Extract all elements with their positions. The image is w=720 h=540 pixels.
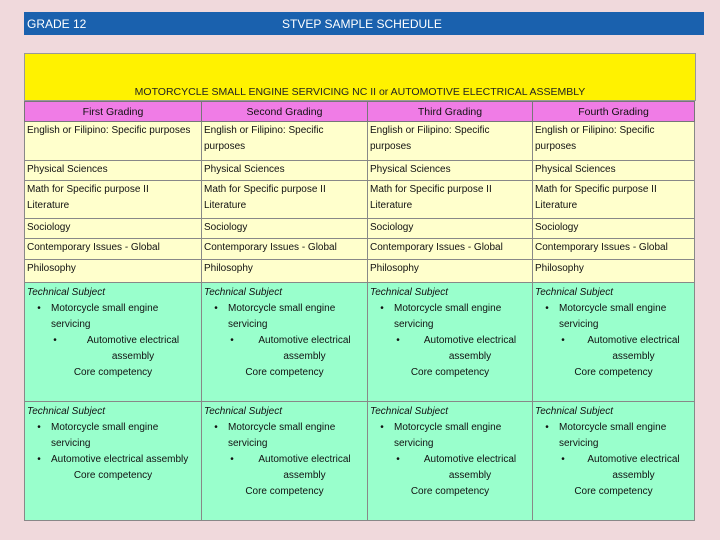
table-cell: Philosophy (533, 260, 695, 283)
table-cell (533, 181, 695, 219)
core-competency: Core competency (245, 486, 324, 497)
bullet-icon: • (37, 422, 41, 433)
table-cell: English or Filipino: Specific purposes (202, 122, 368, 161)
table-cell: Sociology (368, 219, 533, 239)
table-cell (202, 181, 368, 219)
list-item: • Motorcycle small engine servicing (370, 301, 530, 333)
list-item: • Motorcycle small engine servicing (204, 420, 365, 452)
technical-cell (25, 283, 202, 402)
bullet-icon: • (37, 303, 41, 314)
table-cell: Sociology (202, 219, 368, 239)
table-row (25, 239, 695, 260)
technical-heading: Technical Subject (370, 287, 449, 298)
table-row (25, 181, 695, 219)
list-item: • Motorcycle small engine servicing (535, 420, 692, 452)
technical-heading: Technical Subject (27, 406, 106, 417)
list-item: • Automotive electrical assembly (204, 452, 365, 484)
core-competency: Core competency (574, 486, 653, 497)
cell-line: Literature (27, 200, 70, 211)
list-item: • Motorcycle small engine servicing (535, 301, 692, 333)
technical-cell (368, 283, 533, 402)
bullet-icon: • (545, 303, 549, 314)
cell-line: Math for Specific purpose II (27, 184, 149, 195)
list-item: • Automotive electrical assembly (27, 452, 199, 468)
table-cell: Philosophy (25, 260, 202, 283)
technical-cell (533, 402, 695, 521)
bullet-icon: • (561, 454, 565, 465)
core-competency: Core competency (245, 367, 324, 378)
table-cell: Philosophy (202, 260, 368, 283)
table-cell: Philosophy (368, 260, 533, 283)
technical-cell (202, 402, 368, 521)
bullet-icon: • (37, 454, 41, 465)
core-competency: Core competency (73, 470, 153, 481)
list-item: • Motorcycle small engine servicing (27, 301, 199, 333)
bullet-icon: • (230, 454, 234, 465)
table-row (25, 161, 695, 181)
list-item: • Motorcycle small engine servicing (27, 420, 199, 452)
column-header: First Grading (25, 102, 202, 122)
bullet-icon: • (561, 335, 565, 346)
column-header: Fourth Grading (533, 102, 695, 122)
table-cell: Physical Sciences (25, 161, 202, 181)
table-cell (368, 181, 533, 219)
list-item: • Motorcycle small engine servicing (370, 420, 530, 452)
table-row (25, 402, 695, 521)
cell-line: Literature (204, 200, 247, 211)
bullet-icon: • (396, 335, 400, 346)
table-cell: Contemporary Issues - Global (533, 239, 695, 260)
technical-cell (202, 283, 368, 402)
table-cell: English or Filipino: Specific purposes (25, 122, 202, 161)
table-cell: English or Filipino: Specific purposes (368, 122, 533, 161)
table-row (25, 122, 695, 161)
table-row (25, 283, 695, 402)
technical-heading: Technical Subject (204, 287, 283, 298)
table-cell: English or Filipino: Specific purposes (533, 122, 695, 161)
technical-heading: Technical Subject (370, 406, 449, 417)
table-row (25, 260, 695, 283)
schedule-table (24, 101, 695, 521)
list-item: • Motorcycle small engine servicing (204, 301, 365, 333)
list-item: • Automotive electrical assembly (535, 452, 692, 484)
course-title: MOTORCYCLE SMALL ENGINE SERVICING NC II or AUTOMOTIVE ELECTRICAL ASSEMBLY (134, 86, 586, 98)
table-cell: Physical Sciences (533, 161, 695, 181)
column-header: Second Grading (202, 102, 368, 122)
technical-heading: Technical Subject (27, 287, 106, 298)
bullet-icon: • (380, 303, 384, 314)
table-cell (25, 181, 202, 219)
cell-line: Math for Specific purpose II (370, 184, 492, 195)
page-title: STVEP SAMPLE SCHEDULE (282, 17, 442, 31)
technical-heading: Technical Subject (204, 406, 283, 417)
bullet-icon: • (214, 303, 218, 314)
title-bar (24, 12, 704, 35)
cell-line: Math for Specific purpose II (204, 184, 326, 195)
core-competency: Core competency (574, 367, 653, 378)
table-cell: Physical Sciences (368, 161, 533, 181)
column-header: Third Grading (368, 102, 533, 122)
table-row (25, 219, 695, 239)
list-item: • Automotive electrical assembly (370, 333, 530, 365)
course-banner (24, 53, 696, 101)
technical-cell (25, 402, 202, 521)
grade-label: GRADE 12 (27, 17, 87, 31)
bullet-icon: • (214, 422, 218, 433)
header-row (25, 102, 695, 122)
list-item: • Automotive electrical assembly (370, 452, 530, 484)
list-item: • Automotive electrical assembly (535, 333, 692, 365)
cell-line: Literature (370, 200, 413, 211)
technical-cell (533, 283, 695, 402)
technical-heading: Technical Subject (535, 287, 614, 298)
bullet-icon: • (230, 335, 234, 346)
list-item: • Automotive electrical assembly (204, 333, 365, 365)
table-cell: Sociology (25, 219, 202, 239)
technical-heading: Technical Subject (535, 406, 614, 417)
bullet-icon: • (53, 335, 57, 346)
table-cell: Contemporary Issues - Global (368, 239, 533, 260)
table-cell: Physical Sciences (202, 161, 368, 181)
technical-cell (368, 402, 533, 521)
table-cell: Sociology (533, 219, 695, 239)
list-item: • Automotive electrical assembly (27, 333, 199, 365)
bullet-icon: • (380, 422, 384, 433)
core-competency: Core competency (73, 367, 153, 378)
table-cell: Contemporary Issues - Global (25, 239, 202, 260)
table-cell: Contemporary Issues - Global (202, 239, 368, 260)
bullet-icon: • (545, 422, 549, 433)
core-competency: Core competency (410, 367, 490, 378)
bullet-icon: • (396, 454, 400, 465)
core-competency: Core competency (410, 486, 490, 497)
cell-line: Math for Specific purpose II (535, 184, 657, 195)
cell-line: Literature (535, 200, 578, 211)
